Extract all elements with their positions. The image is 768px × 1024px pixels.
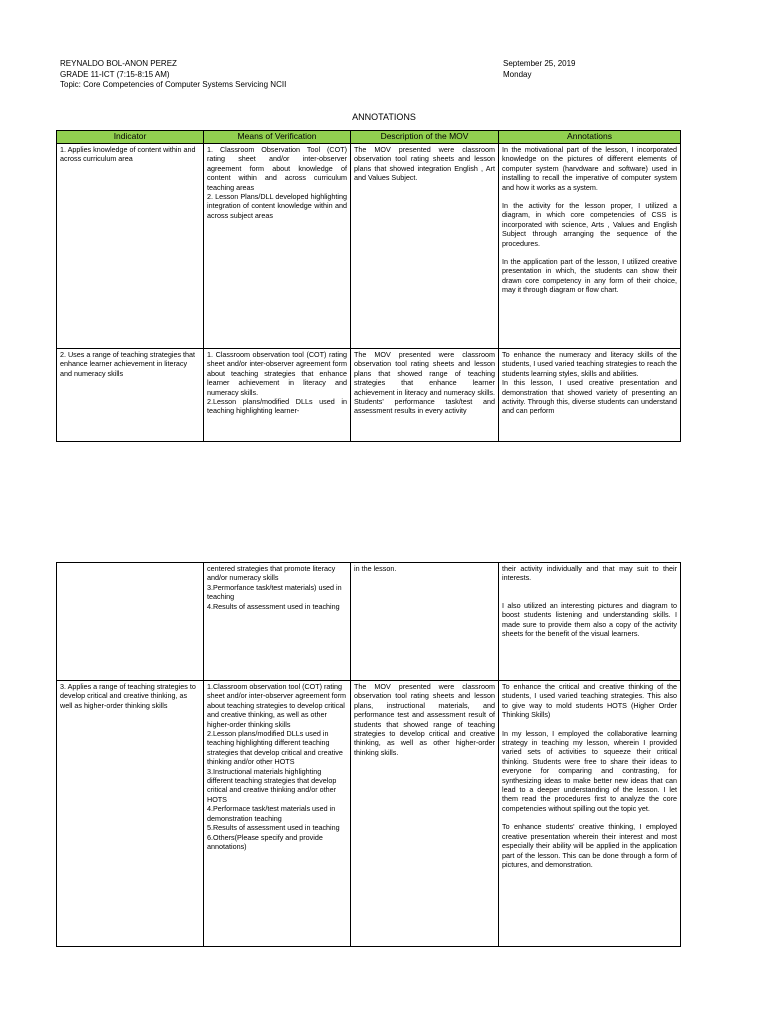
annotations-table-page2 [56,562,681,947]
indicator-cell [57,681,204,947]
means-item: 4.Performace task/test materials used in demonstration teaching [207,804,336,823]
annotations-cell [499,349,681,442]
description-cell [351,681,499,947]
indicator-text: 3. Applies a range of teaching strategies to develop critical and creative thinking, as well as higher-order thinking skills [60,682,196,710]
grade-schedule: GRADE 11-ICT (7:15-8:15 AM) [60,69,170,79]
column-header-annotations: Annotations [499,131,681,144]
means-item: 2.Lesson plans/modified DLLs used in teaching highlighting different teaching strategies that develop critical and creative thinking and/or other HOTS [207,729,343,767]
annotation-paragraph: In this lesson, I used creative presentation and demonstration that showed variety of presenting an activity. Through this, diverse students can understand and can perform [502,378,677,416]
annotations-cell [499,144,681,349]
table-row [57,144,681,349]
column-header-means: Means of Verification [204,131,351,144]
annotation-paragraph: their activity individually and that may suit to their interests. [502,564,677,583]
document-date: September 25, 2019 [503,59,576,68]
indicator-cell [57,563,204,681]
table-header-row [57,131,681,144]
means-cell [204,563,351,681]
teacher-name: REYNALDO BOL-ANON PEREZ [60,59,177,68]
indicator-text: 1. Applies knowledge of content within and across curriculum area [60,145,196,164]
table-row [57,349,681,442]
means-item: 2.Lesson plans/modified DLLs used in teaching highlighting learner- [207,397,347,416]
document-day: Monday [503,69,532,79]
annotations-table-page1 [56,130,681,442]
means-item: 3.Instructional materials highlighting different teaching strategies that develop critical and creative thinking and/or other HOTS [207,766,337,804]
description-text: The MOV presented were classroom observation tool rating sheets and lesson plans that showed range of teaching strategies that enhance learner achievement in literacy and numeracy skills. Students' performance task/test and assessment results in every activity [354,350,495,416]
annotation-paragraph: To enhance the critical and creative thinking of the students, I used varied teaching strategies. This also to give way to mold students HOTS (Higher Order Thinking Skills) [502,682,677,720]
means-item: 1. Classroom observation tool (COT) rating sheet and/or inter-observer agreement form about teaching strategies that enhance learner achievement in literacy and numeracy skills. [207,350,347,397]
page-title: ANNOTATIONS [352,112,416,122]
lesson-topic: Topic: Core Competencies of Computer Systems Servicing NCII [60,80,287,89]
description-text: in the lesson. [354,564,397,573]
table-row [57,681,681,947]
means-item: 1.Classroom observation tool (COT) rating sheet and/or inter-observer agreement form about teaching strategies to develop critical and creative thinking, as well as other higher-order thinking skills [207,682,347,729]
indicator-cell [57,349,204,442]
means-item: 6.Others(Please specify and provide annotations) [207,832,323,851]
table-row [57,563,681,681]
description-cell [351,563,499,681]
document-header-right [503,59,576,80]
document-header-left [60,59,286,91]
annotation-paragraph: In the activity for the lesson proper, I utilized a diagram, in which core competencies of CSS is incorporated with science, Arts , Values and English Subject through arranging the sequence of the procedures. [502,201,677,248]
annotation-paragraph: In the motivational part of the lesson, I incorporated knowledge on the pictures of different elements of computer system (harvdware and software) used in installing to recall the imperative of computer system and how it works as a system. [502,145,677,192]
annotation-paragraph: In the application part of the lesson, I utilized creative presentation in which, the students can show their drawn core competency in any form of their choice, may it through diagram or flow chart. [502,257,677,295]
means-item: 5.Results of assessment used in teaching [207,823,340,833]
means-cell [204,349,351,442]
description-cell [351,144,499,349]
description-text: The MOV presented were classroom observation tool rating sheets and lesson plans, instructional materials, and performance test and assessment result of students that showed range of teaching strategies to develop critical and creative thinking, as well as other higher-order thinking skills. [354,682,495,757]
means-item: 2. Lesson Plans/DLL developed highlighting integration of content knowledge within and across subject areas [207,192,347,220]
annotation-paragraph: I also utilized an interesting pictures and diagram to boost students listening and understanding skills. I made sure to provide them also a copy of the activity sheets for the benefit of the visual learners. [502,600,677,639]
annotations-cell [499,681,681,947]
means-item: centered strategies that promote literacy and/or numeracy skills [207,564,336,583]
annotation-paragraph: In my lesson, I employed the collaborative learning strategy in teaching my lesson, wherein I provided varied sets of activities to squeeze their critical thinking. Students were free to share their ideas to everyone for comparing and contrasting, for synthesizing ideas to make better new ideas that can lead to a deeper understanding of the lesson. I let them read the procedures first to analyze the core competencies without spilling out the topic yet. [502,728,677,813]
description-cell [351,349,499,442]
means-item: 3.Permorfance task/test materials) used in teaching [207,582,342,602]
column-header-indicator: Indicator [57,131,204,144]
means-item: 1. Classroom Observation Tool (COT) rating sheet and/or inter-observer agreement form about knowledge of content within and across curriculum teaching areas [207,145,347,192]
indicator-cell [57,144,204,349]
means-cell [204,681,351,947]
means-cell [204,144,351,349]
annotation-paragraph: To enhance the numeracy and literacy skills of the students, I used varied teaching strategies to reach the students learning styles, skills and abilities. [502,350,677,378]
annotations-cell [499,563,681,681]
means-item: 4.Results of assessment used in teaching [207,601,340,611]
annotation-paragraph: To enhance students' creative thinking, I employed creative presentation wherein their interest and most especially their ability will be applied in the application part of the lesson. This can be done through a form of pictures, and demonstration. [502,822,677,869]
description-text: The MOV presented were classroom observation tool rating sheets and lesson plans that showed integration English , Art and Values Subject. [354,145,495,183]
column-header-description: Description of the MOV [351,131,499,144]
indicator-text: 2. Uses a range of teaching strategies that enhance learner achievement in literacy and numeracy skills [60,350,196,378]
